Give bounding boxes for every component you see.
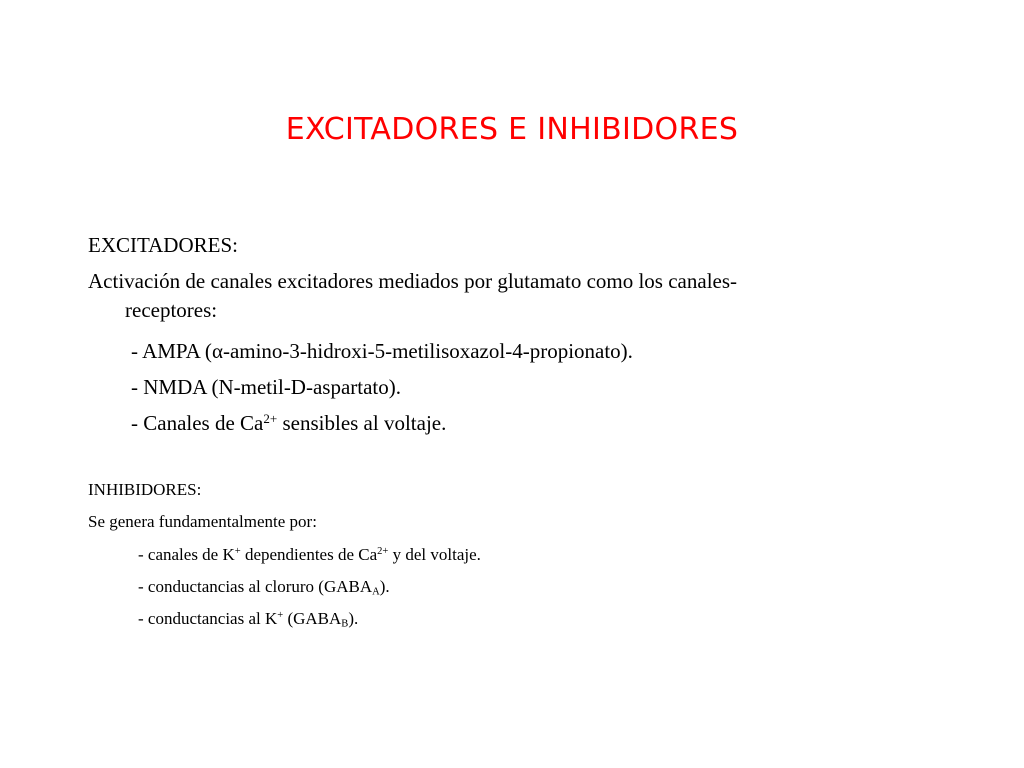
item3-part3: ).	[348, 609, 359, 628]
item1-sup2: 2+	[377, 546, 389, 558]
slide-title: EXCITADORES E INHIBIDORES	[285, 112, 739, 147]
item3-sub: B	[341, 618, 349, 630]
item2-part1: - conductancias al cloruro (GABA	[138, 577, 373, 596]
ampa-prefix: - AMPA (	[131, 339, 212, 363]
item2-sub: A	[372, 586, 380, 598]
ampa-item	[131, 339, 633, 364]
inhibidores-heading: INHIBIDORES:	[88, 480, 202, 499]
item1-sup1: +	[234, 546, 241, 558]
canales-ca-sup: 2+	[263, 410, 278, 426]
inhibidores-item-2	[138, 577, 390, 597]
excitadores-intro-line1: Activación de canales excitadores mediados por glutamato como los canales-	[88, 269, 738, 293]
excitadores-heading: EXCITADORES:	[88, 233, 238, 257]
inhibidores-item-1	[138, 545, 481, 565]
item3-sup: +	[277, 610, 284, 622]
inhibidores-intro: Se genera fundamentalmente por:	[88, 512, 317, 531]
item3-part1: - conductancias al K	[138, 609, 278, 628]
item3-part2: (GABA	[283, 609, 342, 628]
item1-part1: - canales de K	[138, 545, 235, 564]
item1-part2: dependientes de Ca	[240, 545, 378, 564]
ampa-rest: -amino-3-hidroxi-5-metilisoxazol-4-propionato).	[222, 339, 633, 363]
nmda-item: - NMDA (N-metil-D-aspartato).	[131, 375, 402, 399]
item2-part2: ).	[379, 577, 390, 596]
alpha-symbol: α	[211, 339, 223, 363]
item1-part3: y del voltaje.	[388, 545, 481, 564]
canales-ca-item	[131, 411, 446, 436]
canales-ca-prefix: - Canales de Ca	[131, 411, 264, 435]
inhibidores-item-3	[138, 609, 358, 629]
excitadores-intro-line2: receptores:	[125, 298, 218, 322]
canales-ca-suffix: sensibles al voltaje.	[277, 411, 447, 435]
